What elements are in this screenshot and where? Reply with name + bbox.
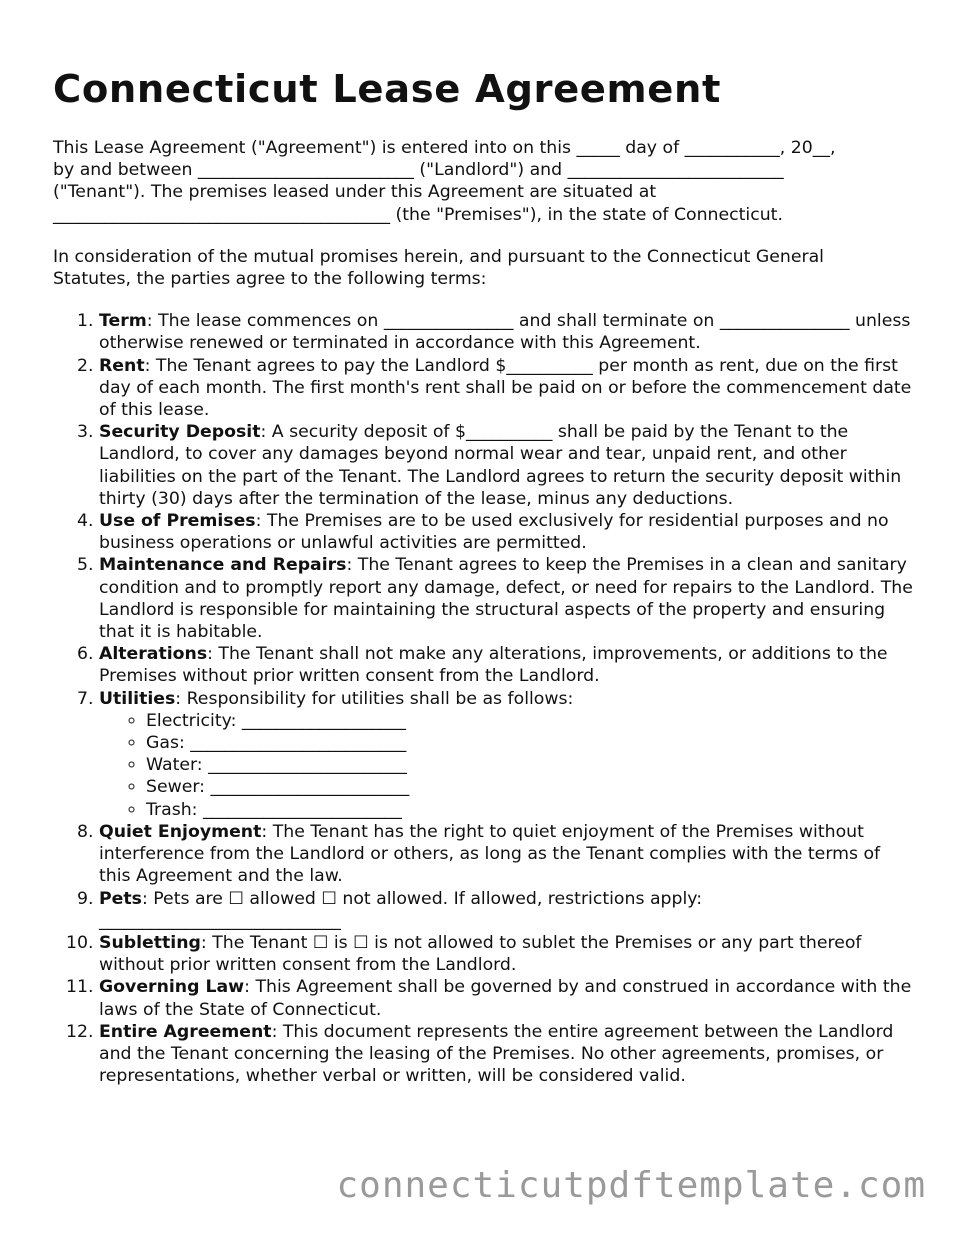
term-text: : The Tenant ☐ is ☐ is not allowed to sublet the Premises or any part thereof without prior written consent from the Landlord.	[99, 932, 862, 976]
term-heading: Quiet Enjoyment	[99, 821, 262, 842]
term-item	[99, 643, 913, 687]
intro-paragraph: This Lease Agreement ("Agreement") is entered into on this _____ day of ___________, 20__, by and between _________________________ ("Landlord") and _________________________ ("Tenant"). The premises leased under this Agreement are situated at _______________________________________ (the "Premises"), in the state of Connecticut.	[53, 138, 836, 225]
term-heading: Use of Premises	[99, 511, 256, 532]
document-page	[53, 66, 913, 1087]
term-text: : This Agreement shall be governed by and construed in accordance with the laws of the State of Connecticut.	[99, 977, 912, 1020]
term-item	[99, 821, 913, 888]
term-text: : The Tenant shall not make any alterations, improvements, or additions to the Premises without prior written consent from the Landlord.	[99, 644, 888, 687]
term-heading: Utilities	[99, 688, 176, 709]
term-item	[99, 932, 913, 976]
term-item	[99, 688, 913, 821]
terms-list	[53, 310, 913, 1087]
term-item	[99, 1021, 913, 1088]
term-heading: Subletting	[99, 932, 201, 953]
term-heading: Rent	[99, 355, 145, 376]
term-heading: Entire Agreement	[99, 1021, 272, 1042]
term-heading: Governing Law	[99, 977, 245, 998]
term-heading: Maintenance and Repairs	[99, 555, 347, 576]
consideration-paragraph: In consideration of the mutual promises herein, and pursuant to the Connecticut General Statutes, the parties agree to the following terms:	[53, 246, 824, 290]
term-item	[99, 355, 913, 422]
term-heading: Term	[99, 311, 147, 332]
term-item	[99, 421, 913, 510]
term-item	[99, 888, 913, 932]
term-text: : This document represents the entire agreement between the Landlord and the Tenant concerning the leasing of the Premises. No other agreements, promises, or representations, whether verbal or written, will be considered valid.	[99, 1021, 894, 1087]
utility-item: ◦ Water: _______________________	[146, 754, 913, 776]
term-item	[99, 976, 913, 1020]
watermark: connecticutpdftemplate.com	[336, 1165, 926, 1206]
utility-item: ◦ Gas: _________________________	[146, 732, 913, 754]
page-title: Connecticut Lease Agreement	[53, 67, 721, 112]
utility-item: ◦ Sewer: _______________________	[146, 776, 913, 798]
term-item	[99, 554, 913, 643]
term-item	[99, 510, 913, 554]
term-text: : The lease commences on _______________ and shall terminate on _______________ unless otherwise renewed or terminated in accordance with this Agreement.	[99, 311, 911, 354]
term-text: : A security deposit of $__________ shall be paid by the Tenant to the Landlord, to cover any damages beyond normal wear and tear, unpaid rent, and other liabilities on the part of the Tenant. The Landlord agrees to return the security deposit within thirty (30) days after the termination of the lease, minus any deductions.	[99, 422, 902, 509]
term-text: : The Tenant agrees to keep the Premises in a clean and sanitary condition and to promptly report any damage, defect, or need for repairs to the Landlord. The Landlord is responsible for maintaining the structural aspects of the property and ensuring that it is habitable.	[99, 555, 913, 643]
term-heading: Alterations	[99, 644, 208, 665]
term-heading: Pets	[99, 888, 142, 909]
utility-item: ◦ Trash: _______________________	[146, 799, 913, 821]
term-heading: Security Deposit	[99, 422, 261, 443]
term-text: : The Tenant agrees to pay the Landlord $__________ per month as rent, due on the first day of each month. The first month's rent shall be paid on or before the commencement date of this lease.	[99, 355, 912, 421]
term-text: : Pets are ☐ allowed ☐ not allowed. If allowed, restrictions apply: ____________________________	[99, 888, 703, 931]
term-item	[99, 310, 913, 354]
term-text: : The Premises are to be used exclusively for residential purposes and no business operations or unlawful activities are permitted.	[99, 511, 889, 554]
term-text: : The Tenant has the right to quiet enjoyment of the Premises without interference from the Landlord or others, as long as the Tenant complies with the terms of this Agreement and the law.	[99, 821, 881, 887]
utility-item: ◦ Electricity: ___________________	[146, 710, 913, 732]
utilities-list	[99, 710, 913, 821]
term-text: : Responsibility for utilities shall be as follows:	[175, 688, 574, 709]
